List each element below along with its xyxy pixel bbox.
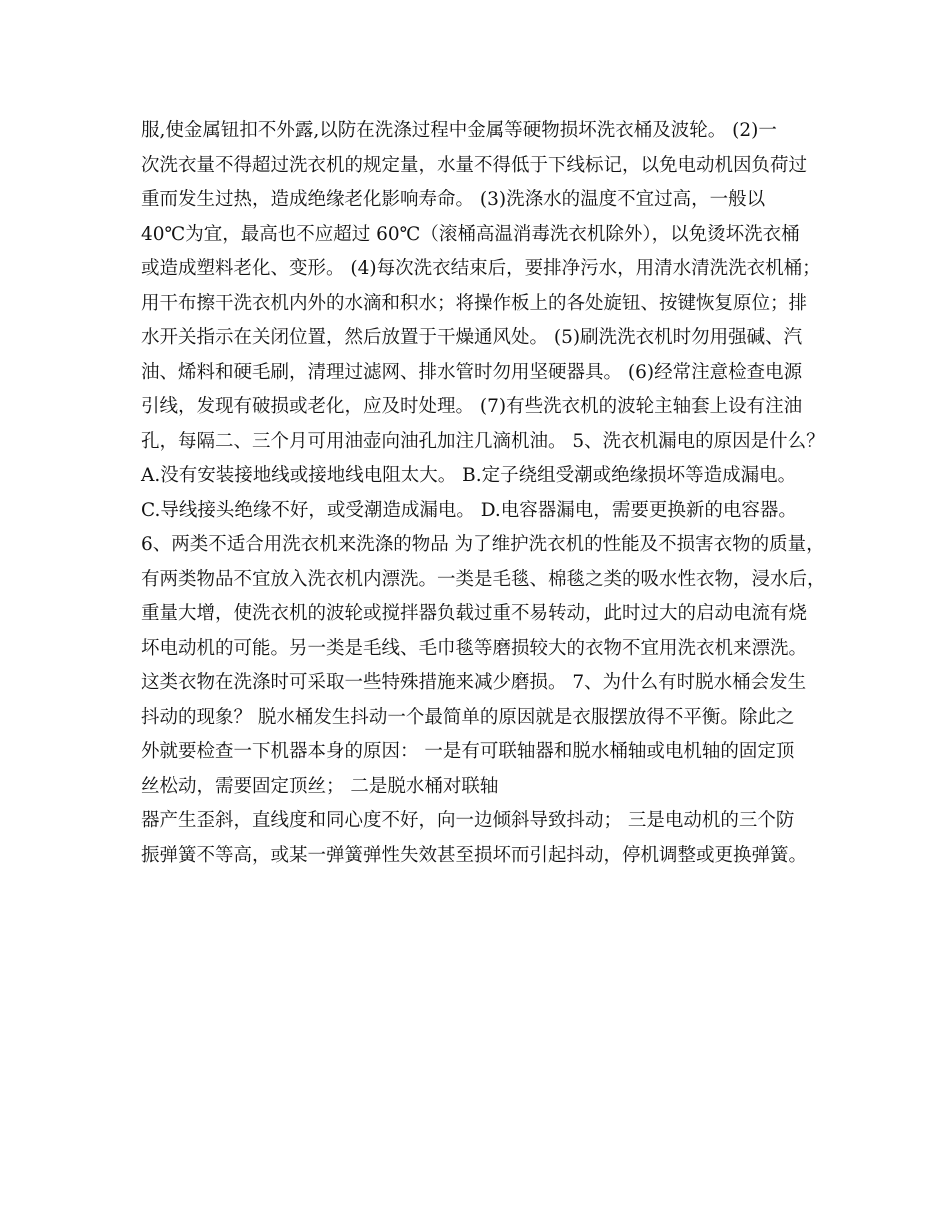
text-line-5: 或造成塑料老化、变形。 (4)每次洗衣结束后，要排净污水，用清水清洗洗衣机桶；: [141, 258, 821, 279]
text-line-3: 重而发生过热，造成绝缘老化影响寿命。 (3)洗涤水的温度不宜过高，一般以: [141, 189, 766, 210]
text-line-2: 次洗衣量不得超过洗衣机的规定量，水量不得低于下线标记，以免电动机因负荷过: [141, 154, 808, 176]
text-line-22: 振弹簧不等高，或某一弹簧弹性失效甚至损坏而引起抖动，停机调整或更换弹簧。: [141, 844, 808, 866]
text-line-10: 孔，每隔二、三个月可用油壶向油孔加注几滴机油。 5、洗衣机漏电的原因是什么？: [141, 430, 825, 452]
text-line-20: 丝松动，需要固定顶丝； 二是脱水桶对联轴: [141, 775, 499, 797]
text-line-4: 40℃为宜，最高也不应超过 60℃（滚桶高温消毒洗衣机除外），以免烫坏洗衣桶: [141, 223, 800, 245]
text-line-9: 引线，发现有破损或老化，应及时处理。 (7)有些洗衣机的波轮主轴套上设有注油: [141, 396, 803, 417]
text-line-12: C.导线接头绝缘不好，或受潮造成漏电。 D.电容器漏电，需要更换新的电容器。: [141, 499, 797, 521]
text-line-11: A.没有安装接地线或接地线电阻太大。 B.定子绕组受潮或绝缘损坏等造成漏电。: [141, 465, 797, 486]
text-line-18: 抖动的现象？ 脱水桶发生抖动一个最简单的原因就是衣服摆放得不平衡。除此之: [141, 706, 795, 728]
text-line-15: 重量大增，使洗衣机的波轮或搅拌器负载过重不易转动，此时过大的启动电流有烧: [141, 603, 808, 624]
text-line-19: 外就要检查一下机器本身的原因： 一是有可联轴器和脱水桶轴或电机轴的固定顶: [141, 741, 795, 762]
text-line-14: 有两类物品不宜放入洗衣机内漂洗。一类是毛毯、棉毯之类的吸水性衣物，浸水后，: [141, 568, 826, 590]
text-line-17: 这类衣物在洗涤时可采取一些特殊措施来减少磨损。 7、为什么有时脱水桶会发生: [141, 672, 807, 693]
text-line-6: 用干布擦干洗衣机内外的水滴和积水；将操作板上的各处旋钮、按键恢复原位；排: [141, 292, 808, 314]
text-line-21: 器产生歪斜，直线度和同心度不好，向一边倾斜导致抖动； 三是电动机的三个防: [141, 810, 795, 831]
text-line-1: 服,使金属钮扣不外露,以防在洗涤过程中金属等硬物损坏洗衣桶及波轮。 (2)一: [141, 120, 777, 141]
body-text: [141, 116, 841, 875]
text-line-13: 6、两类不适合用洗衣机来洗涤的物品 为了维护洗衣机的性能及不损害衣物的质量，: [141, 534, 825, 555]
text-line-7: 水开关指示在关闭位置，然后放置于干燥通风处。 (5)刷洗洗衣机时勿用强碱、汽: [141, 327, 803, 348]
text-line-8: 油、烯料和硬毛刷，清理过滤网、排水管时勿用坚硬器具。 (6)经常注意检查电源: [141, 361, 803, 383]
text-line-16: 坏电动机的可能。另一类是毛线、毛巾毯等磨损较大的衣物不宜用洗衣机来漂洗。: [141, 637, 808, 659]
